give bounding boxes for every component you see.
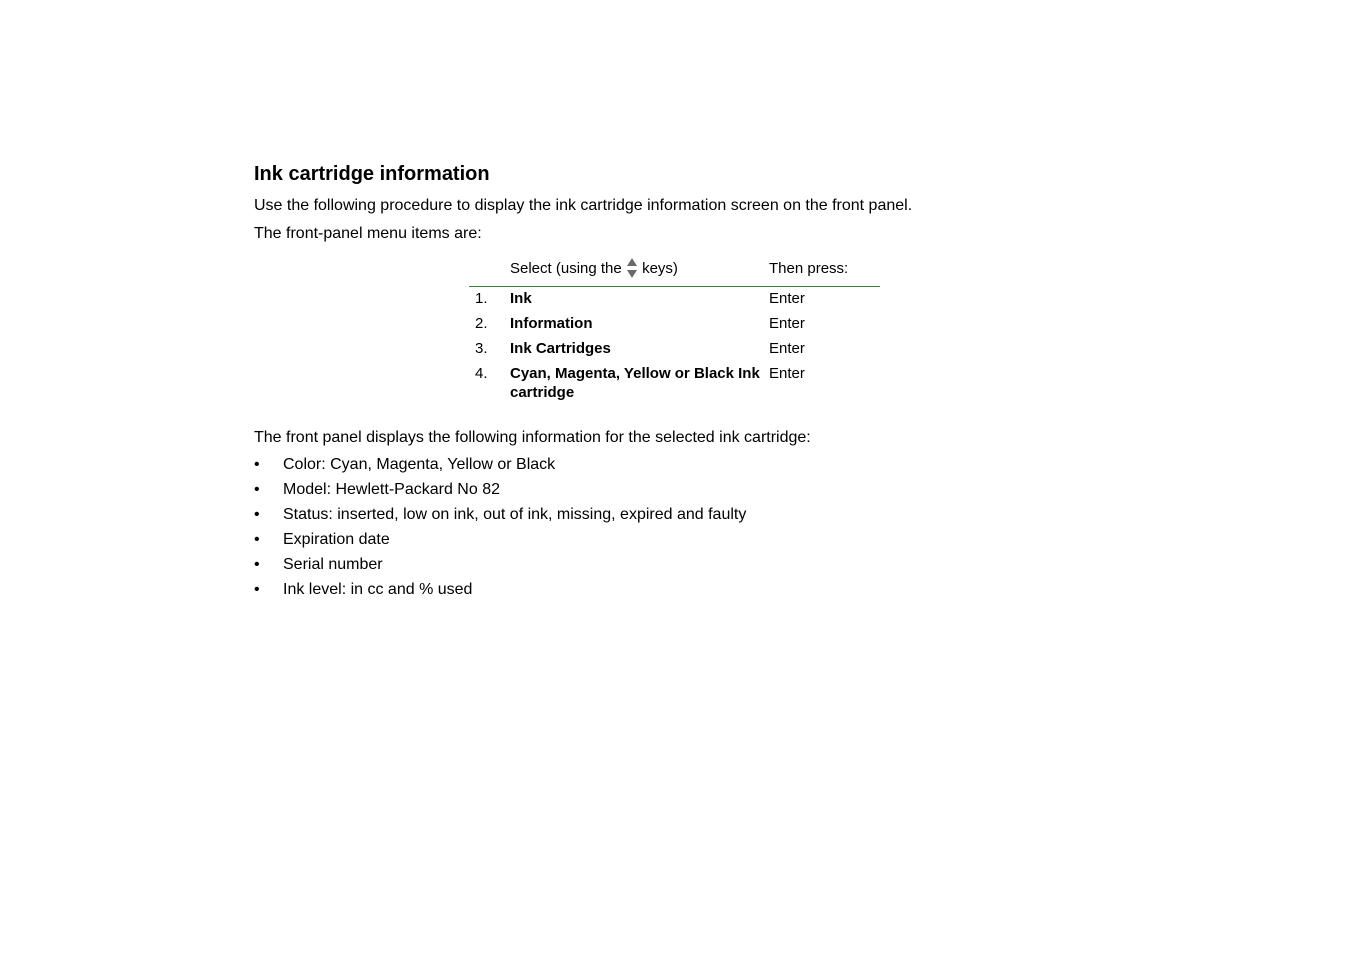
header-select-after: keys) bbox=[642, 259, 678, 277]
section-heading: Ink cartridge information bbox=[254, 163, 490, 185]
row-num: 1. bbox=[475, 290, 488, 307]
bullet-icon: • bbox=[254, 456, 260, 473]
menu-items-table bbox=[469, 252, 880, 406]
list-item bbox=[254, 577, 1014, 602]
table-row bbox=[469, 312, 880, 337]
header-num-cell bbox=[469, 252, 510, 287]
list-item-text: Color: Cyan, Magenta, Yellow or Black bbox=[283, 456, 556, 473]
row-item: Information bbox=[510, 315, 593, 332]
header-select-cell bbox=[510, 252, 769, 287]
header-press-cell: Then press: bbox=[769, 252, 880, 287]
up-down-arrows-icon bbox=[626, 257, 638, 279]
list-item bbox=[254, 502, 1014, 527]
list-item-text: Serial number bbox=[283, 556, 383, 573]
row-num: 2. bbox=[475, 315, 488, 332]
table-header-row bbox=[469, 252, 880, 287]
list-item-text: Model: Hewlett-Packard No 82 bbox=[283, 481, 500, 498]
list-item bbox=[254, 452, 1014, 477]
row-press: Enter bbox=[769, 315, 805, 332]
row-press: Enter bbox=[769, 365, 805, 382]
bullet-icon: • bbox=[254, 506, 260, 523]
list-item bbox=[254, 477, 1014, 502]
bullet-icon: • bbox=[254, 556, 260, 573]
row-num: 3. bbox=[475, 340, 488, 357]
row-press: Enter bbox=[769, 290, 805, 307]
table-row bbox=[469, 337, 880, 362]
bullet-icon: • bbox=[254, 581, 260, 598]
row-item: Cyan, Magenta, Yellow or Black Ink cartridge bbox=[510, 365, 760, 401]
list-item-text: Status: inserted, low on ink, out of ink, missing, expired and faulty bbox=[283, 506, 747, 523]
list-item bbox=[254, 552, 1014, 577]
row-press: Enter bbox=[769, 340, 805, 357]
list-item-text: Expiration date bbox=[283, 531, 390, 548]
document-page bbox=[254, 160, 1014, 602]
menu-intro-paragraph: The front-panel menu items are: bbox=[254, 225, 482, 242]
row-num: 4. bbox=[475, 365, 488, 382]
row-item: Ink Cartridges bbox=[510, 340, 611, 357]
bullet-icon: • bbox=[254, 531, 260, 548]
list-item bbox=[254, 527, 1014, 552]
intro-paragraph: Use the following procedure to display the ink cartridge information screen on the front panel. bbox=[254, 197, 913, 214]
bullet-icon: • bbox=[254, 481, 260, 498]
header-select-before: Select (using the bbox=[510, 259, 622, 277]
row-item: Ink bbox=[510, 290, 532, 307]
table-row bbox=[469, 362, 880, 406]
table-row bbox=[469, 287, 880, 313]
info-bullet-list bbox=[254, 452, 1014, 602]
list-item-text: Ink level: in cc and % used bbox=[283, 581, 473, 598]
info-intro-paragraph: The front panel displays the following information for the selected ink cartridge: bbox=[254, 429, 811, 446]
